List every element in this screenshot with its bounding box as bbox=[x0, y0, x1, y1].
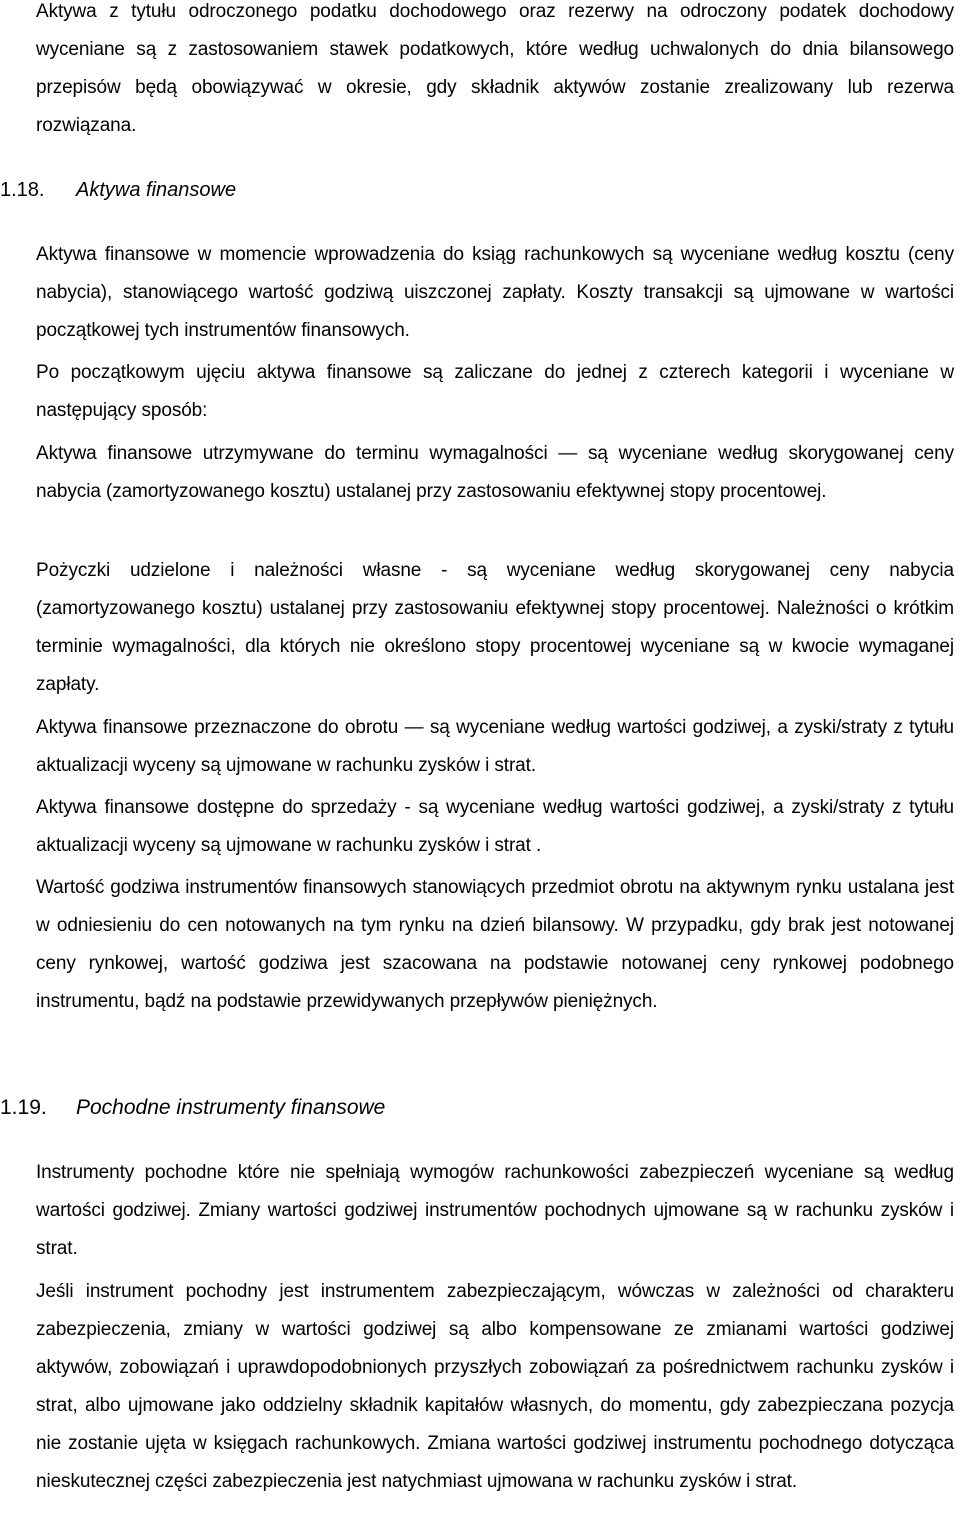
paragraph-fair-value: Wartość godziwa instrumentów finansowych stanowiących przedmiot obrotu na aktywnym rynku ustalana jest w odniesieniu do cen notowanych na tym rynku na dzień bilansowy. W przypadku, gdy brak jest notowanej ceny rynkowej, wartość godziwa jest szacowana na podstawie notowanej ceny rynkowej podobnego instrumentu, bądź na podstawie przewidywanych przepływów pieniężnych. bbox=[36, 877, 954, 1012]
paragraph-deferred-tax: Aktywa z tytułu odroczonego podatku dochodowego oraz rezerwy na odroczony podatek dochodowy wyceniane są z zastosowaniem stawek podatkowych, które według uchwalonych do dnia bilansowego przepisów będą obowiązywać w okresie, gdy składnik aktywów zostanie zrealizowany lub rezerwa rozwiązana. bbox=[36, 1, 954, 136]
paragraph-initial-recognition: Aktywa finansowe w momencie wprowadzenia do ksiąg rachunkowych są wyceniane według kosztu (ceny nabycia), stanowiącego wartość godziwą uiszczonej zapłaty. Koszty transakcji są ujmowane w wartości początkowej tych instrumentów finansowych. bbox=[36, 244, 954, 341]
section-title: Pochodne instrumenty finansowe bbox=[76, 1096, 386, 1119]
section-title: Aktywa finansowe bbox=[76, 179, 237, 201]
section-number: 1.18. bbox=[0, 179, 45, 201]
section-number: 1.19. bbox=[0, 1096, 47, 1119]
section-heading-1-18 bbox=[0, 175, 400, 205]
paragraph-derivatives-hedging: Jeśli instrument pochodny jest instrumentem zabezpieczającym, wówczas w zależności od charakteru zabezpieczenia, zmiany w wartości godziwej są albo kompensowane ze zmianami wartości godziwej aktywów, zobowiązań i uprawdopodobnionych przyszłych zobowiązań za pośrednictwem rachunku zysków i strat, albo ujmowane jako oddzielny składnik kapitałów własnych, do momentu, gdy zabezpieczana pozycja nie zostanie ujęta w księgach rachunkowych. Zmiana wartości godziwej instrumentu pochodnego dotycząca nieskutecznej części zabezpieczenia jest natychmiast ujmowana w rachunku zysków i strat. bbox=[36, 1281, 954, 1492]
paragraph-derivatives-non-hedging: Instrumenty pochodne które nie spełniają wymogów rachunkowości zabezpieczeń wyceniane są według wartości godziwej. Zmiany wartości godziwej instrumentów pochodnych ujmowane są w rachunku zysków i strat. bbox=[36, 1162, 954, 1259]
paragraph-categories-intro: Po początkowym ujęciu aktywa finansowe są zaliczane do jednej z czterech kategorii i wyceniane w następujący sposób: bbox=[36, 362, 954, 421]
paragraph-available-for-sale: Aktywa finansowe dostępne do sprzedaży - są wyceniane według wartości godziwej, a zyski/straty z tytułu aktualizacji wyceny są ujmowane w rachunku zysków i strat . bbox=[36, 797, 954, 856]
section-heading-1-19 bbox=[0, 1093, 500, 1123]
paragraph-held-for-trading: Aktywa finansowe przeznaczone do obrotu — są wyceniane według wartości godziwej, a zyski/straty z tytułu aktualizacji wyceny są ujmowane w rachunku zysków i strat. bbox=[36, 717, 954, 776]
paragraph-held-to-maturity: Aktywa finansowe utrzymywane do terminu wymagalności — są wyceniane według skorygowanej ceny nabycia (zamortyzowanego kosztu) ustalanej przy zastosowaniu efektywnej stopy procentowej. bbox=[36, 443, 954, 502]
paragraph-loans-receivables: Pożyczki udzielone i należności własne - są wyceniane według skorygowanej ceny nabycia (zamortyzowanego kosztu) ustalanej przy zastosowaniu efektywnej stopy procentowej. Należności o krótkim terminie wymagalności, dla których nie określono stopy procentowej wyceniane są w kwocie wymaganej zapłaty. bbox=[36, 560, 954, 695]
